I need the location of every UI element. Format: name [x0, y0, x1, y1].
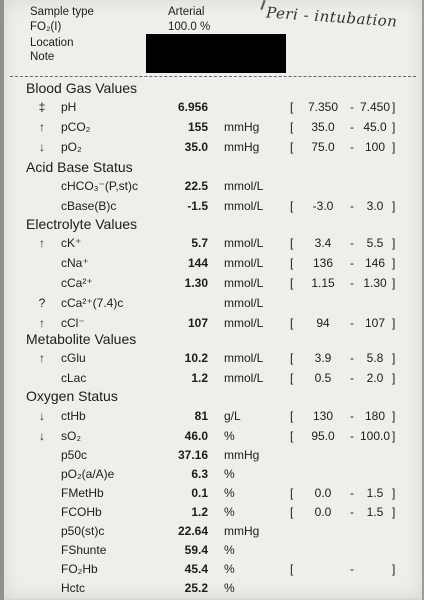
- result-br-l: [: [290, 371, 294, 385]
- result-value: 59.4: [184, 543, 208, 557]
- result-param: cK⁺: [61, 236, 82, 250]
- result-value: -1.5: [187, 199, 208, 213]
- result-br-r: ]: [392, 120, 396, 134]
- result-hi: 146: [364, 256, 386, 270]
- result-hi: 100.0: [360, 429, 391, 443]
- result-br-r: ]: [392, 199, 396, 213]
- result-flag: ↑: [39, 316, 45, 330]
- result-value: 25.2: [184, 581, 208, 595]
- result-hi: 1.30: [363, 276, 387, 290]
- result-dash: -: [350, 100, 354, 114]
- result-dash: -: [350, 562, 354, 576]
- result-value: 155: [187, 120, 208, 134]
- result-dash: -: [350, 486, 354, 500]
- result-lo: 0.0: [314, 505, 332, 519]
- result-dash: -: [350, 409, 354, 423]
- section-acid-base: Acid Base Status: [26, 159, 133, 175]
- result-row: [4, 486, 422, 504]
- result-flag: ↑: [39, 351, 45, 365]
- result-unit: %: [224, 486, 235, 500]
- result-param: cLac: [61, 371, 87, 385]
- result-unit: mmHg: [224, 524, 260, 538]
- result-unit: %: [224, 562, 235, 576]
- result-row: [4, 543, 422, 561]
- fo2-value: 100.0 %: [168, 21, 211, 33]
- result-row: [4, 120, 422, 138]
- result-flag: ‡: [38, 100, 46, 114]
- result-row: [4, 276, 422, 294]
- result-value: 1.2: [191, 505, 208, 519]
- result-br-r: ]: [392, 256, 396, 270]
- result-param: cCa²⁺(7.4)c: [61, 296, 124, 310]
- result-br-l: [: [290, 236, 294, 250]
- result-value: 10.2: [184, 351, 208, 365]
- result-dash: -: [350, 256, 354, 270]
- result-param: cHCO₃⁻(P,st)c: [61, 179, 139, 193]
- result-param: FMetHb: [61, 486, 104, 500]
- result-hi: 1.5: [366, 486, 384, 500]
- result-br-l: [: [290, 429, 294, 443]
- handwritten-note: Peri - intubation: [265, 3, 399, 31]
- result-br-r: ]: [392, 140, 396, 154]
- result-dash: -: [350, 236, 354, 250]
- result-value: 1.2: [191, 371, 208, 385]
- result-br-l: [: [290, 486, 294, 500]
- result-unit: mmol/L: [224, 256, 264, 270]
- fo2-label: FO₂(I): [30, 21, 62, 33]
- result-dash: -: [350, 351, 354, 365]
- result-row: [4, 448, 422, 466]
- result-param: pO₂: [61, 140, 82, 154]
- result-value: 22.64: [177, 524, 208, 538]
- result-unit: mmol/L: [224, 236, 264, 250]
- result-hi: 3.0: [366, 199, 384, 213]
- result-row: [4, 505, 422, 523]
- result-br-r: ]: [392, 236, 396, 250]
- sample-type-value: Arterial: [168, 6, 205, 18]
- result-param: FCOHb: [61, 505, 102, 519]
- result-br-l: [: [290, 562, 294, 576]
- result-br-r: ]: [392, 409, 396, 423]
- result-row: [4, 296, 422, 314]
- result-row: [4, 409, 422, 427]
- result-unit: mmHg: [224, 120, 260, 134]
- result-br-r: ]: [392, 276, 396, 290]
- result-hi: 100: [364, 140, 386, 154]
- section-blood-gas: Blood Gas Values: [26, 80, 138, 96]
- result-br-l: [: [290, 120, 294, 134]
- result-br-l: [: [290, 199, 294, 213]
- result-lo: 7.350: [307, 100, 339, 114]
- result-lo: 0.5: [314, 371, 332, 385]
- result-flag: ↓: [39, 429, 45, 443]
- result-flag: ↓: [39, 409, 45, 423]
- result-value: 22.5: [184, 179, 208, 193]
- result-unit: mmol/L: [224, 296, 264, 310]
- result-unit: %: [224, 505, 235, 519]
- result-param: ctHb: [61, 409, 86, 423]
- handwritten-mark: [260, 0, 265, 10]
- result-lo: 3.4: [314, 236, 332, 250]
- sample-type-label: Sample type: [30, 6, 94, 18]
- result-br-r: ]: [392, 371, 396, 385]
- result-row: [4, 429, 422, 447]
- location-label: Location: [30, 37, 74, 49]
- result-br-l: [: [290, 351, 294, 365]
- result-param: pH: [61, 100, 77, 114]
- result-param: cNa⁺: [61, 256, 89, 270]
- header-divider: [10, 76, 416, 77]
- result-br-r: ]: [392, 351, 396, 365]
- result-br-l: [: [290, 100, 294, 114]
- result-unit: %: [224, 467, 235, 481]
- result-dash: -: [350, 140, 354, 154]
- result-dash: -: [350, 120, 354, 134]
- result-dash: -: [350, 316, 354, 330]
- result-value: 81: [194, 409, 208, 423]
- result-hi: 1.5: [366, 505, 384, 519]
- result-row: [4, 351, 422, 369]
- result-dash: -: [350, 371, 354, 385]
- result-hi: 7.450: [360, 100, 391, 114]
- result-value: 37.16: [177, 448, 208, 462]
- result-value: 5.7: [191, 236, 208, 250]
- result-hi: 5.5: [366, 236, 384, 250]
- result-value: 6.956: [177, 100, 208, 114]
- result-value: 1.30: [184, 276, 208, 290]
- result-param: pCO₂: [61, 120, 91, 134]
- result-br-l: [: [290, 409, 294, 423]
- result-param: cCl⁻: [61, 316, 85, 330]
- result-dash: -: [350, 199, 354, 213]
- result-br-l: [: [290, 256, 294, 270]
- result-br-l: [: [290, 316, 294, 330]
- result-param: p50(st)c: [61, 524, 105, 538]
- result-dash: -: [350, 505, 354, 519]
- result-row: [4, 199, 422, 217]
- result-param: p50c: [61, 448, 88, 462]
- result-param: pO₂(a/A)e: [61, 467, 115, 481]
- result-lo: -3.0: [312, 199, 334, 213]
- result-br-r: ]: [392, 100, 396, 114]
- note-label: Note: [30, 51, 55, 63]
- result-value: 6.3: [191, 467, 208, 481]
- result-hi: 5.8: [366, 351, 384, 365]
- result-param: sO₂: [61, 429, 81, 443]
- result-lo: 1.15: [311, 276, 335, 290]
- result-param: cBase(B)c: [61, 199, 117, 213]
- section-oxygen-status: Oxygen Status: [26, 388, 118, 404]
- result-unit: mmHg: [224, 448, 260, 462]
- result-flag: ?: [38, 296, 46, 310]
- result-lo: 94: [316, 316, 330, 330]
- result-lo: 136: [312, 256, 334, 270]
- section-electrolyte: Electrolyte Values: [26, 216, 138, 232]
- section-metabolite: Metabolite Values: [26, 331, 137, 347]
- result-row: [4, 316, 422, 334]
- result-hi: 107: [364, 316, 386, 330]
- result-unit: %: [224, 429, 235, 443]
- result-unit: mmol/L: [224, 316, 264, 330]
- result-row: [4, 467, 422, 485]
- result-br-r: ]: [392, 505, 396, 519]
- result-value: 107: [187, 316, 208, 330]
- result-unit: %: [224, 581, 235, 595]
- result-unit: g/L: [224, 409, 241, 423]
- result-unit: %: [224, 543, 235, 557]
- result-hi: 180: [364, 409, 386, 423]
- result-value: 46.0: [184, 429, 208, 443]
- result-br-l: [: [290, 505, 294, 519]
- redaction-block: [146, 34, 286, 73]
- result-row: [4, 140, 422, 158]
- result-value: 35.0: [184, 140, 208, 154]
- result-dash: -: [350, 276, 354, 290]
- result-value: 0.1: [191, 486, 208, 500]
- result-param: FO₂Hb: [61, 562, 98, 576]
- result-param: Hctc: [61, 581, 85, 595]
- result-row: [4, 562, 422, 580]
- result-unit: mmol/L: [224, 199, 264, 213]
- result-row: [4, 256, 422, 274]
- result-row: [4, 100, 422, 118]
- result-row: [4, 524, 422, 542]
- result-row: [4, 236, 422, 254]
- result-param: cGlu: [61, 351, 86, 365]
- result-dash: -: [350, 429, 354, 443]
- result-lo: 35.0: [311, 120, 335, 134]
- result-lo: 95.0: [311, 429, 335, 443]
- result-br-l: [: [290, 276, 294, 290]
- result-br-r: ]: [392, 562, 396, 576]
- result-flag: ↑: [39, 120, 45, 134]
- result-unit: mmol/L: [224, 276, 264, 290]
- result-value: 144: [187, 256, 208, 270]
- result-unit: mmHg: [224, 140, 260, 154]
- result-lo: 130: [312, 409, 334, 423]
- result-row: [4, 371, 422, 389]
- result-hi: 45.0: [363, 120, 387, 134]
- result-flag: ↑: [39, 236, 45, 250]
- result-br-r: ]: [392, 486, 396, 500]
- result-unit: mmol/L: [224, 179, 264, 193]
- result-br-l: [: [290, 140, 294, 154]
- result-row: [4, 179, 422, 197]
- result-flag: ↓: [39, 140, 45, 154]
- result-br-r: ]: [392, 316, 396, 330]
- result-lo: 3.9: [314, 351, 332, 365]
- result-hi: 2.0: [366, 371, 384, 385]
- result-row: [4, 581, 422, 599]
- result-unit: mmol/L: [224, 351, 264, 365]
- result-param: FShunte: [61, 543, 107, 557]
- result-br-r: ]: [392, 429, 396, 443]
- lab-report-sheet: [4, 0, 422, 598]
- result-lo: 75.0: [311, 140, 335, 154]
- result-lo: 0.0: [314, 486, 332, 500]
- result-value: 45.4: [184, 562, 208, 576]
- result-unit: mmol/L: [224, 371, 264, 385]
- result-param: cCa²⁺: [61, 276, 93, 290]
